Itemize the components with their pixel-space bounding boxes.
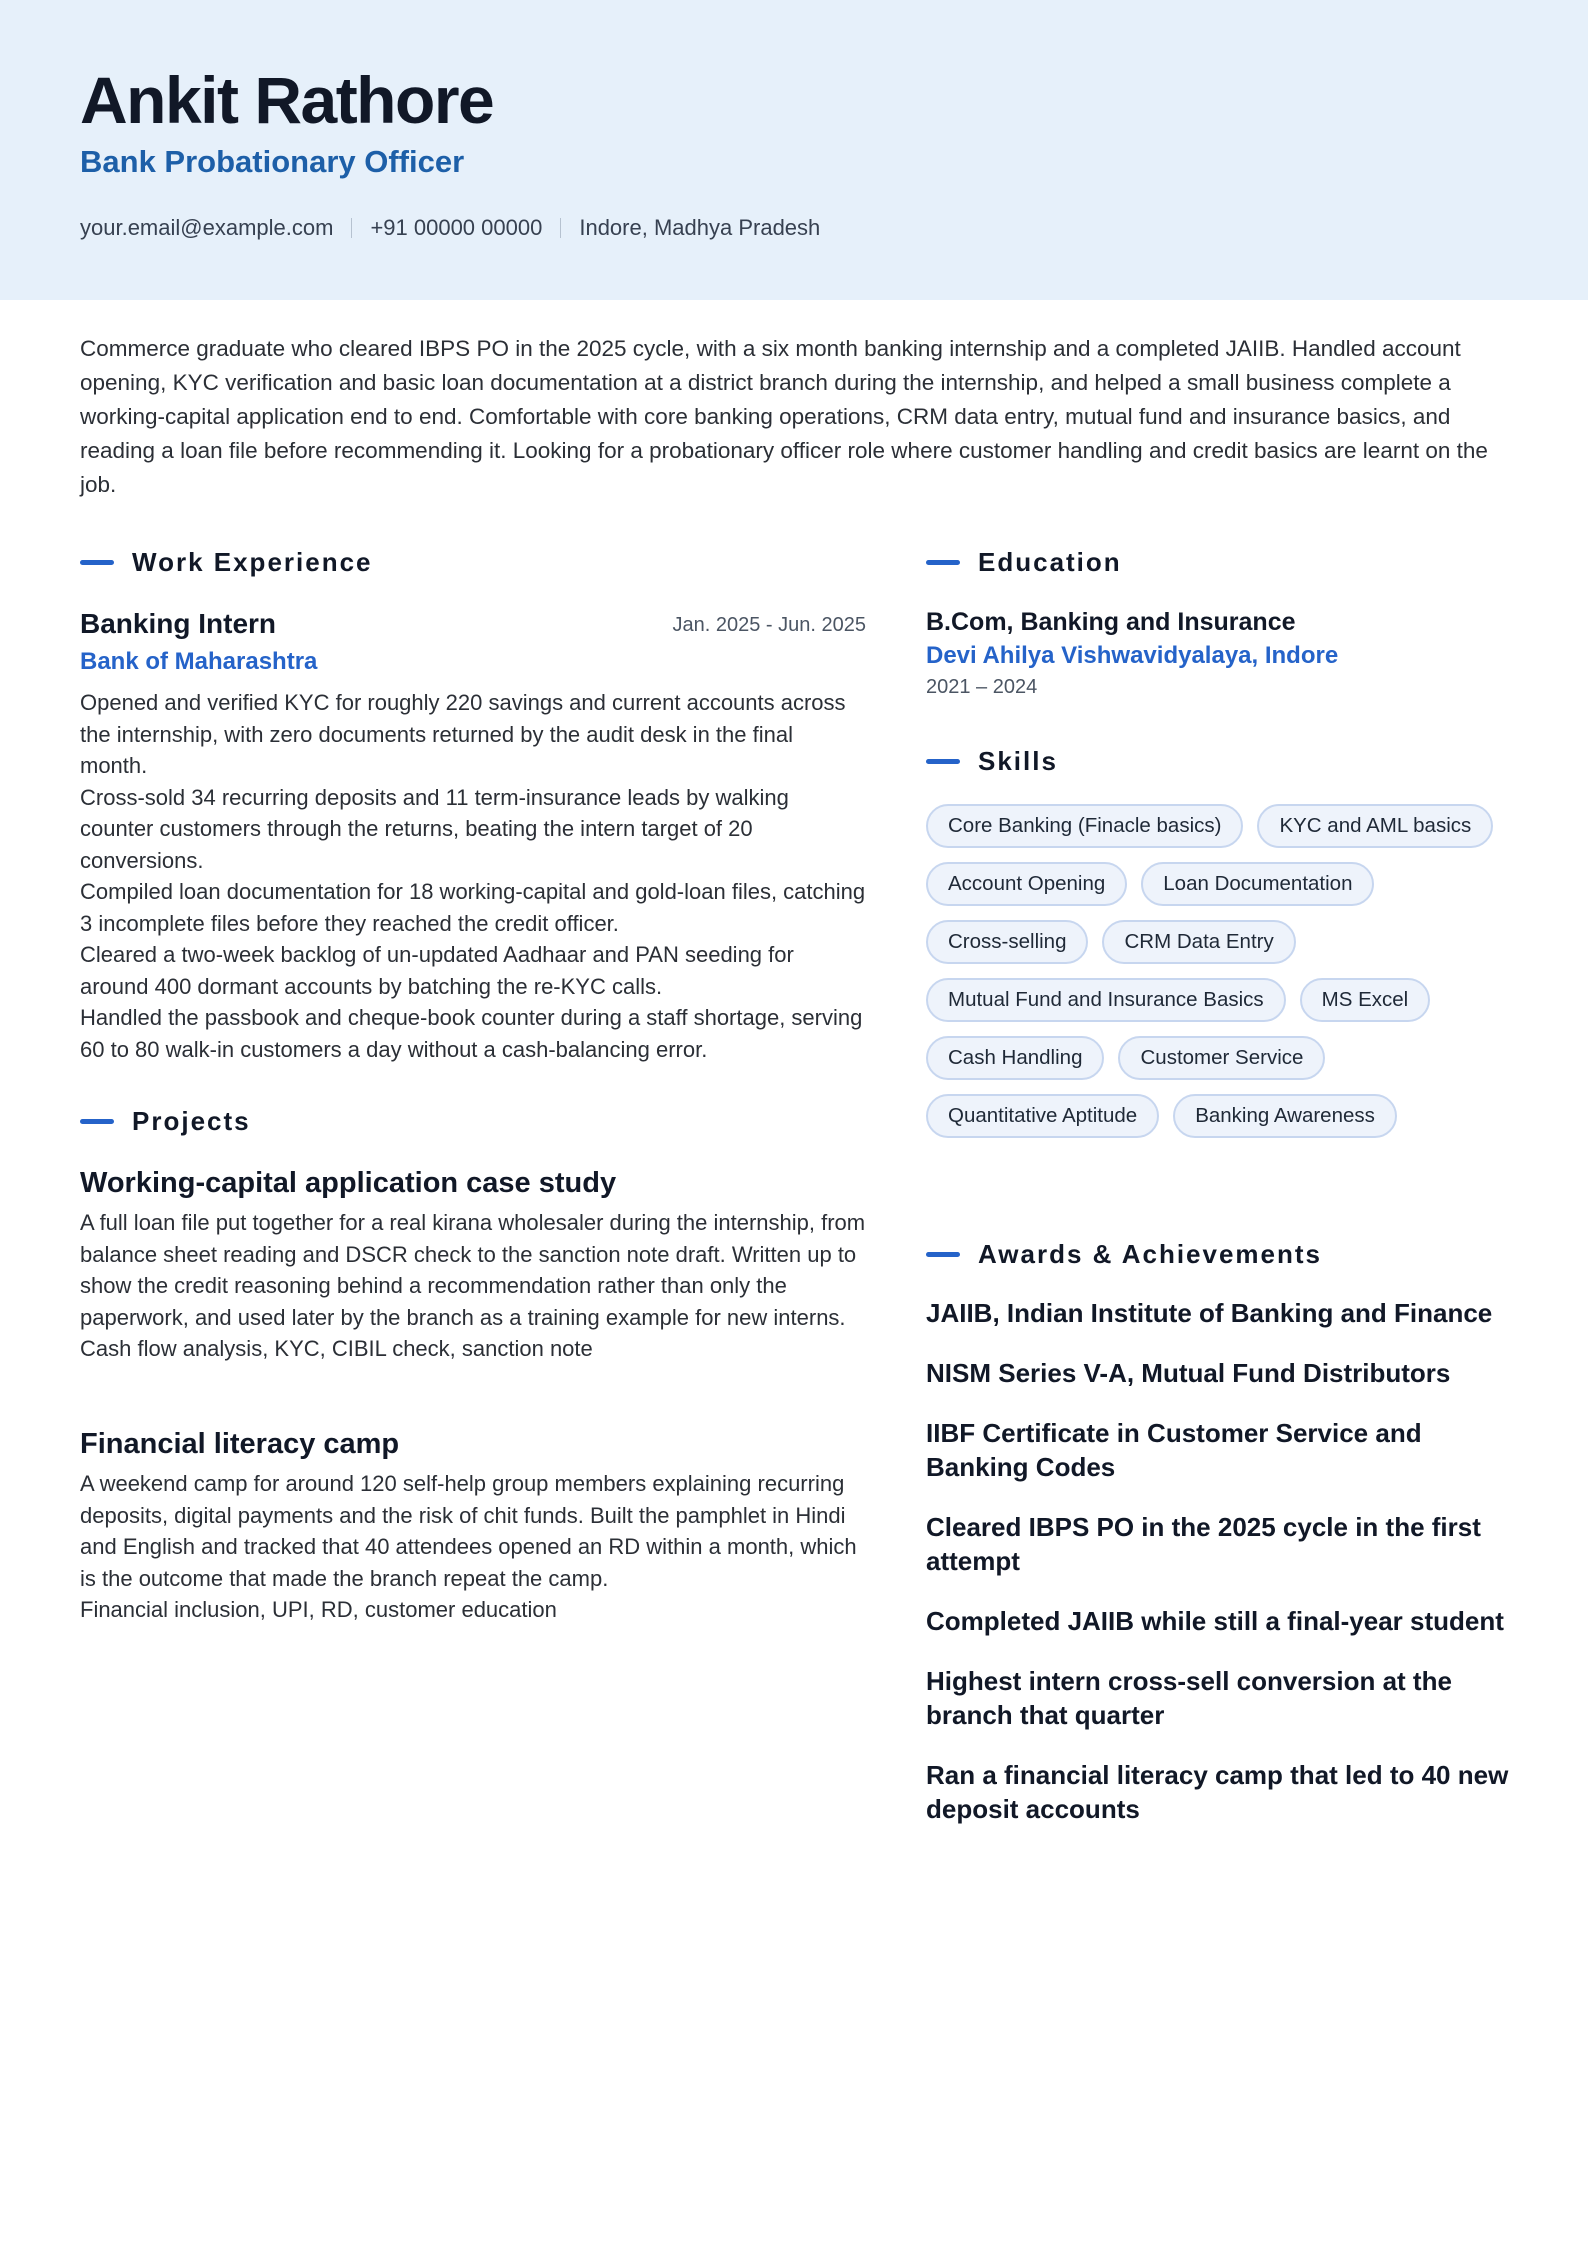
projects-heading: [80, 1104, 251, 1138]
job-bullet: Handled the passbook and cheque-book counter during a staff shortage, serving 60 to 80 walk-in customers a day without a cash-balancing error.: [80, 1005, 863, 1062]
contact-line: [80, 212, 820, 244]
job-role: Bank Probationary Officer: [80, 144, 465, 179]
education-years: 2021 – 2024: [926, 676, 1038, 698]
job-bullets: [80, 687, 866, 1065]
award-item: IIBF Certificate in Customer Service and Banking Codes: [926, 1418, 1422, 1482]
project-title: Working-capital application case study: [80, 1167, 617, 1199]
project-entry: [80, 1424, 866, 1626]
job-header: [80, 605, 866, 643]
job-dates: Jan. 2025 - Jun. 2025: [672, 614, 866, 636]
school: Devi Ahilya Vishwavidyalaya, Indore: [926, 642, 1339, 669]
skill-chip: CRM Data Entry: [1102, 920, 1295, 964]
award-item: Ran a financial literacy camp that led to 40 new deposit accounts: [926, 1760, 1509, 1824]
skills-list: [926, 804, 1526, 1152]
skill-chip: Banking Awareness: [1173, 1094, 1397, 1138]
skill-chip: Cross-selling: [926, 920, 1088, 964]
location: Indore, Madhya Pradesh: [579, 215, 821, 240]
section-title: Projects: [132, 1106, 251, 1136]
email[interactable]: your.email@example.com: [80, 215, 334, 240]
skill-chip: Cash Handling: [926, 1036, 1104, 1080]
project-tags: Cash flow analysis, KYC, CIBIL check, sanction note: [80, 1336, 593, 1361]
award-item: Completed JAIIB while still a final-year student: [926, 1606, 1504, 1636]
section-title: Education: [978, 547, 1122, 577]
project-description: A full loan file put together for a real kirana wholesaler during the internship, from balance sheet reading and DSCR check to the sanction note draft. Written up to show the credit reasoning behind a recommendation rather than only the paperwork, and used later by the branch as a training example for new interns.: [80, 1210, 866, 1330]
header-band: [0, 0, 1588, 300]
job-company: Bank of Maharashtra: [80, 648, 318, 675]
award-item: Highest intern cross-sell conversion at the branch that quarter: [926, 1666, 1452, 1730]
work-experience-heading: [80, 545, 373, 579]
job-title: Banking Intern: [80, 608, 277, 639]
skill-chip: MS Excel: [1300, 978, 1431, 1022]
skill-chip: KYC and AML basics: [1257, 804, 1493, 848]
education-entry: [926, 605, 1526, 701]
skill-chip: Customer Service: [1118, 1036, 1325, 1080]
candidate-name: Ankit Rathore: [80, 63, 494, 137]
degree: B.Com, Banking and Insurance: [926, 608, 1296, 636]
skill-chip: Mutual Fund and Insurance Basics: [926, 978, 1286, 1022]
project-tags: Financial inclusion, UPI, RD, customer education: [80, 1597, 557, 1622]
skill-chip: Account Opening: [926, 862, 1127, 906]
skill-chip: Core Banking (Finacle basics): [926, 804, 1243, 848]
section-title: Skills: [978, 746, 1058, 776]
heading-accent-bar: [926, 1252, 960, 1257]
heading-accent-bar: [926, 759, 960, 764]
summary: Commerce graduate who cleared IBPS PO in the 2025 cycle, with a six month banking internship and a completed JAIIB. Handled account opening, KYC verification and basic loan documentation at a district branch during the internship, and helped a small business complete a working-capital application end to end. Comfortable with core banking operations, CRM data entry, mutual fund and insurance basics, and reading a loan file before recommending it. Looking for a probationary officer role where customer handling and credit basics are learnt on the job.: [80, 336, 1488, 497]
awards-heading: [926, 1237, 1322, 1271]
award-item: NISM Series V-A, Mutual Fund Distributors: [926, 1358, 1451, 1388]
divider: [351, 218, 352, 238]
divider: [560, 218, 561, 238]
phone[interactable]: +91 00000 00000: [370, 215, 543, 240]
job-bullet: Cleared a two-week backlog of un-updated Aadhaar and PAN seeding for around 400 dormant accounts by batching the re-KYC calls.: [80, 942, 794, 999]
project-title: Financial literacy camp: [80, 1428, 400, 1460]
education-heading: [926, 545, 1122, 579]
section-title: Awards & Achievements: [978, 1239, 1323, 1269]
project-entry: [80, 1163, 866, 1365]
job-entry: [80, 605, 866, 1065]
job-bullet: Cross-sold 34 recurring deposits and 11 term-insurance leads by walking counter customers through the returns, beating the intern target of 20 conversions.: [80, 784, 789, 873]
award-item: Cleared IBPS PO in the 2025 cycle in the first attempt: [926, 1512, 1481, 1576]
job-bullet: Compiled loan documentation for 18 working-capital and gold-loan files, catching 3 incomplete files before they reached the credit officer.: [80, 879, 866, 936]
skill-chip: Quantitative Aptitude: [926, 1094, 1159, 1138]
awards-list: [926, 1296, 1526, 1852]
heading-accent-bar: [80, 1119, 114, 1124]
section-title: Work Experience: [132, 547, 373, 577]
award-item: JAIIB, Indian Institute of Banking and Finance: [926, 1298, 1493, 1328]
skill-chip: Loan Documentation: [1141, 862, 1374, 906]
job-bullet: Opened and verified KYC for roughly 220 savings and current accounts across the internship, with zero documents returned by the audit desk in the final month.: [80, 690, 846, 778]
skills-heading: [926, 744, 1058, 778]
heading-accent-bar: [926, 560, 960, 565]
project-description: A weekend camp for around 120 self-help group members explaining recurring deposits, digital payments and the risk of chit funds. Built the pamphlet in Hindi and English and tracked that 40 attendees opened an RD within a month, which is the outcome that made the branch repeat the camp.: [80, 1471, 857, 1591]
heading-accent-bar: [80, 560, 114, 565]
